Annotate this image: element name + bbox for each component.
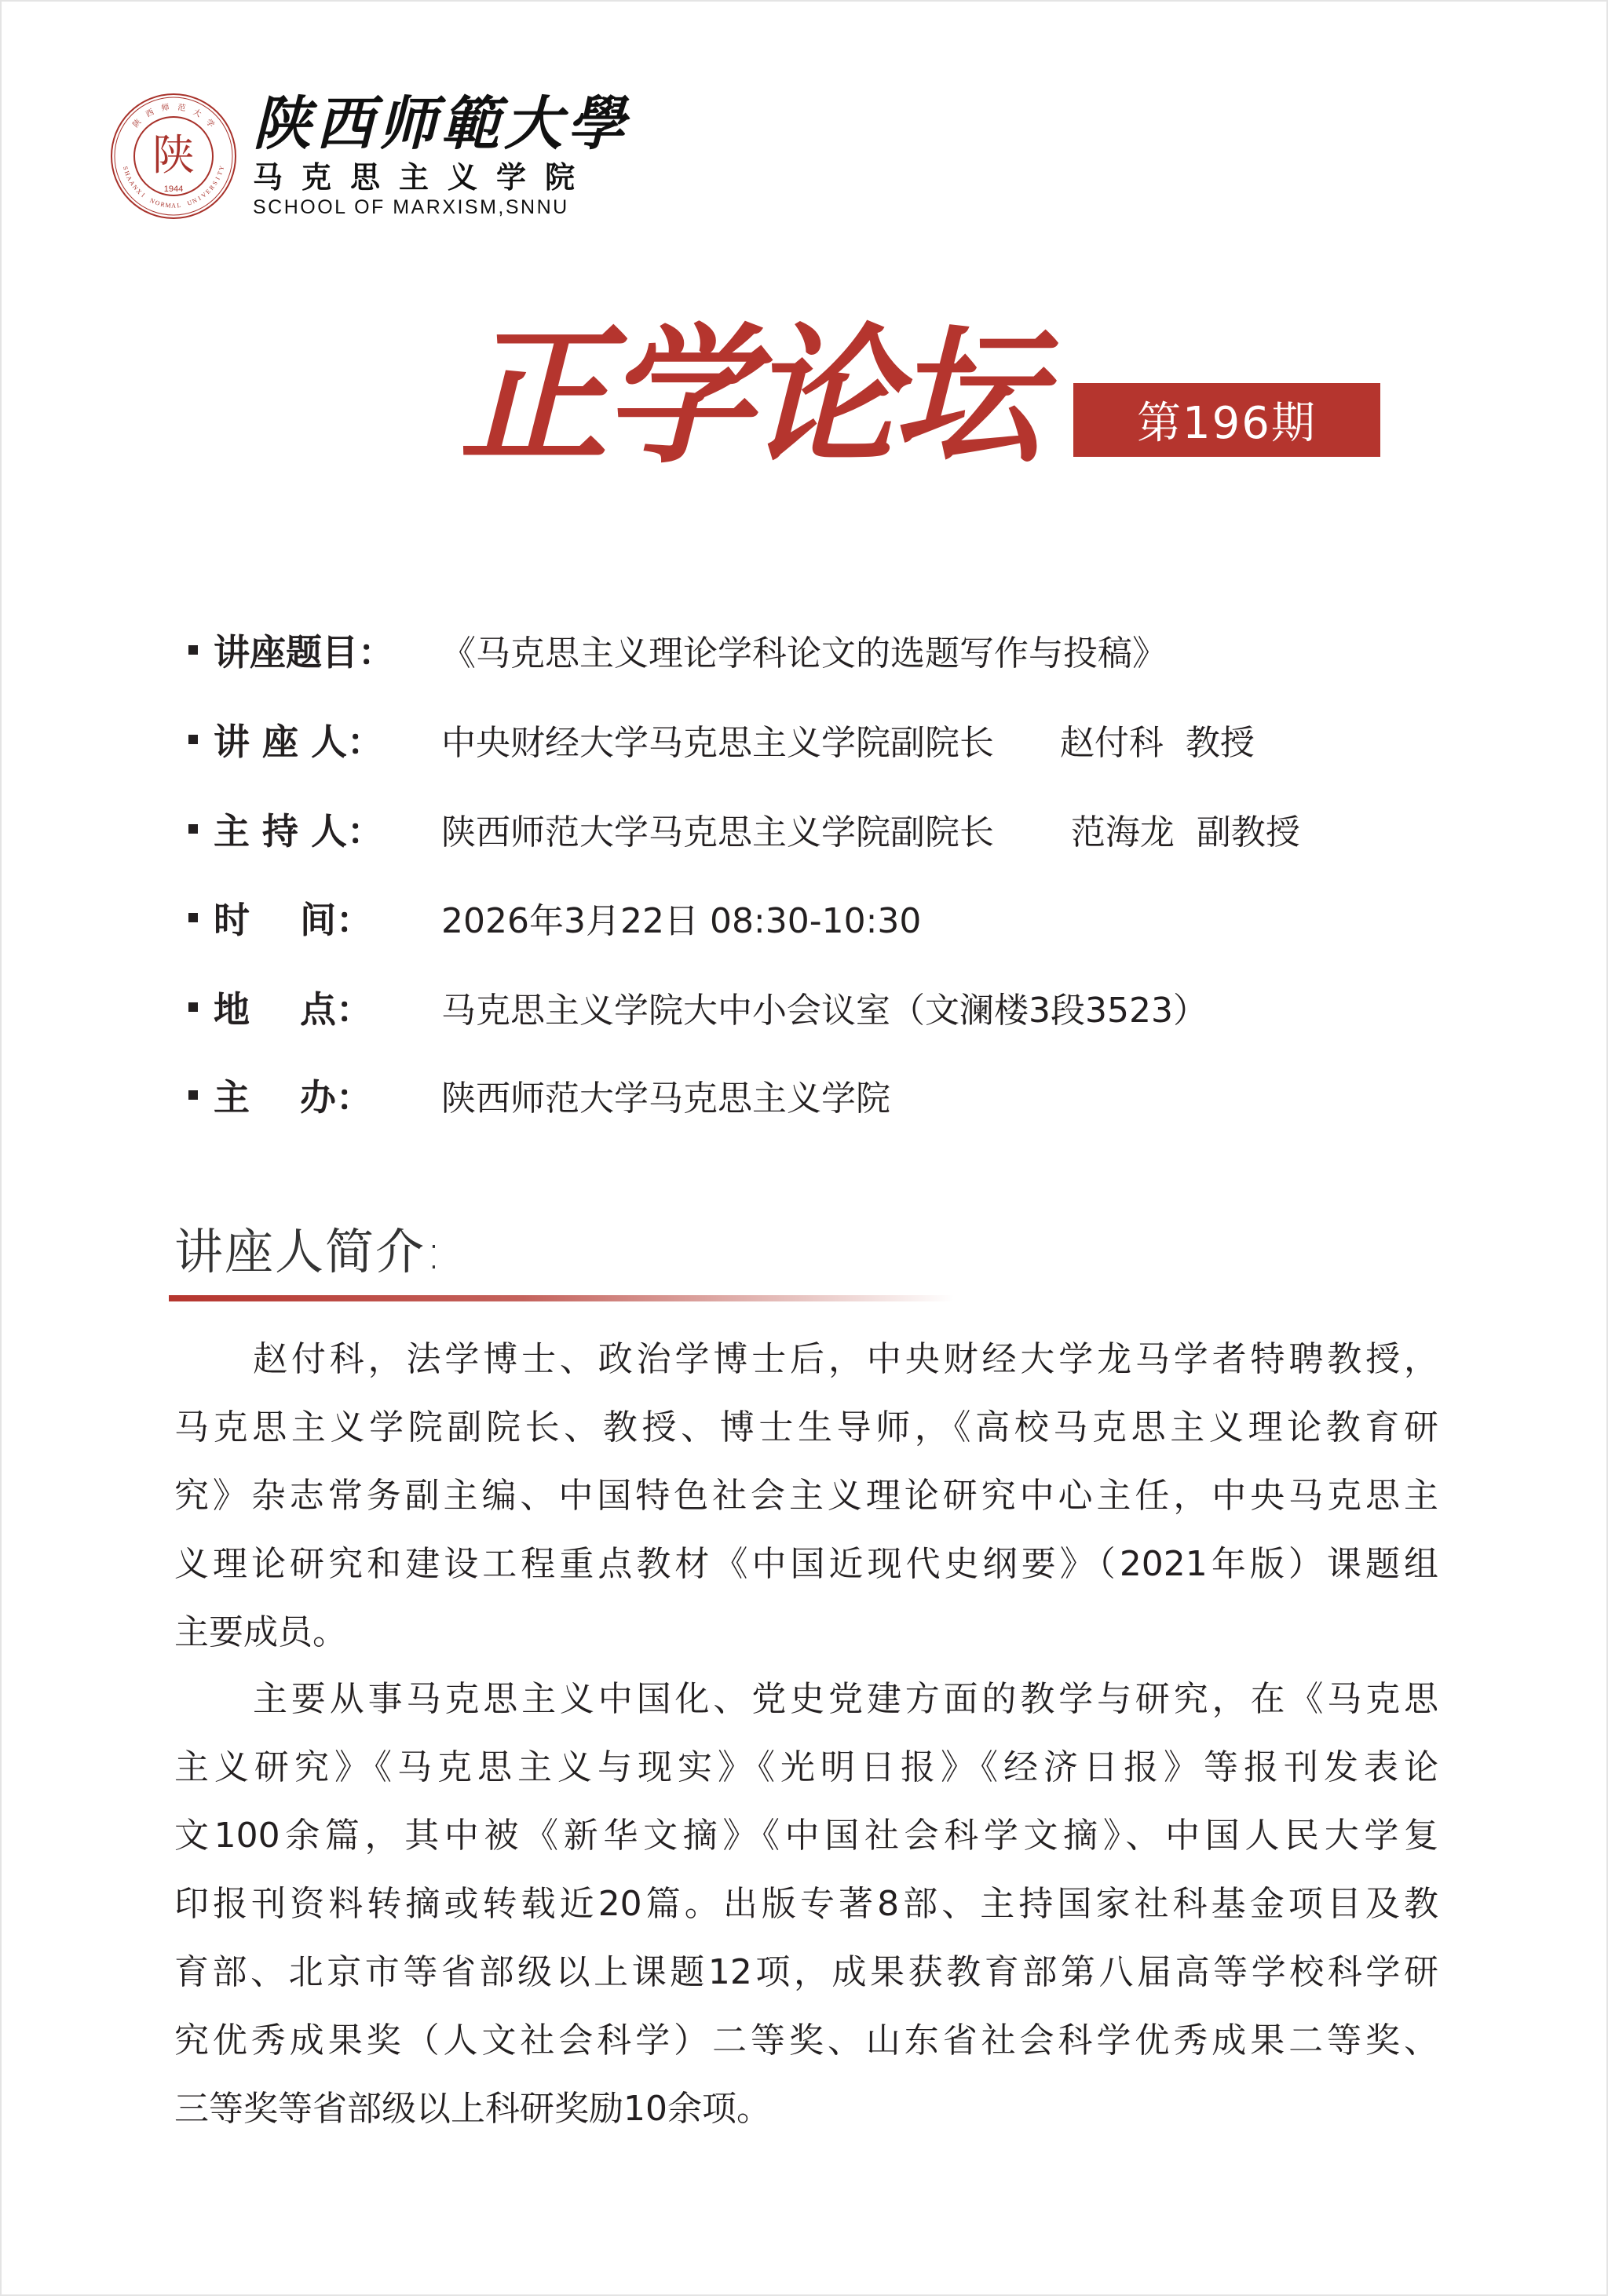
seal-ring-glyph: 大 [191,108,203,119]
info-label: 时 间： [214,899,373,941]
bio-line: 马克思主义学院副院长、教授、博士生导师，《高校马克思主义理论教育研 [174,1407,1438,1447]
bio-line: 究》杂志常务副主编、中国特色社会主义理论研究中心主任，中央马克思主 [174,1476,1438,1516]
bio-paragraph-2 [174,1665,1438,2143]
bio-heading: 讲座人简介: [174,1223,444,1280]
bullet-icon [188,735,198,744]
seal-ring-glyph: S [210,179,219,187]
info-label: 讲 座 人： [214,721,384,763]
seal-ring-glyph: E [204,188,212,195]
bio-line: 印报刊资料转摘或转载近20篇。出版专著8部、主持国家社科基金项目及教 [174,1884,1438,1924]
bio-line: 义理论研究和建设工程重点教材《中国近现代史纲要》（2021年版）课题组 [174,1544,1438,1584]
seal-ring-glyph: R [207,184,216,192]
info-label: 主 持 人： [214,810,384,852]
info-row-location [188,984,1484,1031]
seal-ring-glyph: S [121,165,130,171]
seal-ring-glyph: U [186,199,193,207]
info-label: 主 办： [214,1076,373,1119]
seal-ring-glyph: M [165,201,172,210]
seal-year: 1944 [163,184,184,194]
seal-ring-glyph: I [196,195,203,203]
bio-divider [169,1295,954,1301]
seal-ring-glyph: 范 [177,103,187,114]
info-value: 2026年3月22日 08:30-10:30 [441,901,922,941]
bio-line: 育部、北京市等省部级以上课题12项，成果获教育部第八届高等学校科学研 [174,1952,1438,1992]
seal-ring-glyph: A [127,179,137,188]
seal-ring-glyph: Y [217,165,226,172]
bullet-icon [188,824,198,834]
info-row-time [188,894,1484,941]
bullet-icon [188,1002,198,1012]
seal-ring-glyph: X [134,187,144,196]
bio-line: 赵付科，法学博士、政治学博士后，中央财经大学龙马学者特聘教授， [253,1339,1438,1379]
school-name-en: SCHOOL OF MARXISM,SNNU [253,196,569,218]
seal-ring-glyph: N [191,196,199,206]
info-label: 讲座题目： [214,631,394,673]
forum-title: 正学论坛 [459,308,1038,484]
seal-ring-glyph: N [130,183,140,192]
bullet-icon [188,645,198,655]
info-value: 陕西师范大学马克思主义学院 [441,1079,890,1119]
seal-ring-glyph: A [171,202,176,210]
bullet-icon [188,1090,198,1100]
info-row-host [188,805,1484,852]
seal-ring-glyph: I [140,192,147,199]
info-label: 地 点： [214,988,373,1031]
info-row-organizer [188,1071,1484,1119]
bio-line: 三等奖等省部级以上科研奖励10余项。 [174,2089,771,2129]
seal-ring-glyph: H [122,170,132,177]
university-name: 陕西师範大學 [253,90,630,158]
info-value: 陕西师范大学马克思主义学院副院长 范海龙 副教授 [441,812,1300,852]
info-value: 中央财经大学马克思主义学院副院长 赵付科 教授 [441,723,1255,763]
info-row-topic [188,626,1484,673]
info-value: 《马克思主义理论学科论文的选题写作与投稿》 [441,633,1167,673]
bio-line: 究优秀成果奖（人文社会科学）二等奖、山东省社会科学优秀成果二等奖、 [174,2020,1438,2061]
seal-ring-glyph: 西 [144,108,156,119]
bio-paragraph-1 [174,1325,1438,1666]
seal-ring-glyph: O [154,199,161,207]
seal-ring-glyph: L [177,201,181,210]
seal-ring-glyph: 陕 [131,118,144,130]
seal-ring-glyph: I [214,176,221,181]
bio-line: 主要从事马克思主义中国化、党史党建方面的教学与研究，在《马克思 [253,1679,1438,1719]
seal-ring-glyph: 学 [203,118,216,130]
university-seal-logo [110,93,237,220]
seal-ring-glyph: A [125,174,134,182]
seal-ring-glyph: R [159,200,166,209]
bio-line: 主义研究》《马克思主义与现实》《光明日报》《经济日报》等报刊发表论 [174,1747,1438,1787]
school-name: 马克思主义学院 [253,160,594,195]
seal-char: 陕 [152,130,195,180]
bullet-icon [188,913,198,922]
bio-line: 主要成员。 [174,1612,347,1652]
seal-ring-glyph: V [199,191,208,199]
seal-ring-glyph: N [148,196,156,206]
seal-ring-glyph: 师 [160,103,170,114]
info-value: 马克思主义学院大中小会议室（文澜楼3段3523） [441,991,1208,1031]
info-row-speaker [188,716,1484,763]
issue-badge: 第196期 [1073,383,1380,457]
seal-ring-glyph: T [216,170,225,177]
bio-line: 文100余篇，其中被《新华文摘》《中国社会科学文摘》、中国人民大学复 [174,1816,1438,1856]
